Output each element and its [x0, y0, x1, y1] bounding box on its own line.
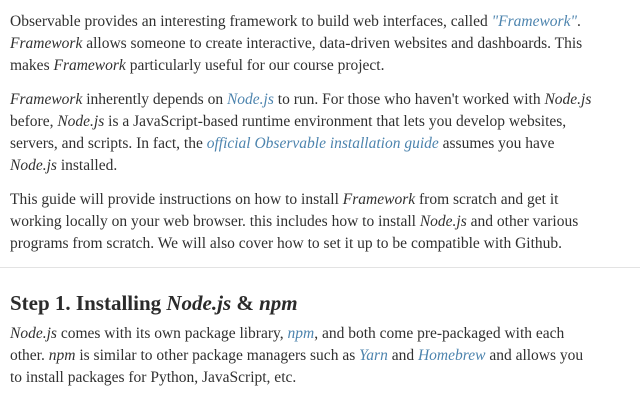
yarn-link[interactable]: Yarn	[359, 347, 388, 364]
emphasis-text: Framework	[10, 91, 83, 108]
emphasis-text: Node.js	[57, 113, 105, 130]
emphasis-text: Node.js	[544, 91, 592, 108]
step1-heading	[10, 289, 595, 317]
text-run: inherently depends on	[82, 91, 227, 108]
emphasis-text: Framework	[53, 57, 126, 74]
text-run: comes with its own package library,	[56, 325, 288, 342]
text-run: Step 1. Installing	[10, 291, 167, 315]
homebrew-link[interactable]: Homebrew	[417, 347, 486, 364]
text-run: , and both come pre-packaged with each other.	[10, 325, 565, 364]
text-run: This guide will provide instructions on how to install	[10, 191, 343, 208]
text-run: allows someone to create interactive, data-driven websites and dashboards. This makes	[10, 35, 583, 74]
text-run: is similar to other package managers such as	[75, 347, 360, 364]
intro-paragraph-1	[10, 11, 595, 77]
emphasis-text: Node.js	[166, 291, 232, 315]
section-divider	[0, 267, 640, 268]
emphasis-text: Framework	[342, 191, 416, 208]
text-run: to run. For those who haven't worked with	[273, 91, 545, 108]
step1-paragraph	[10, 323, 595, 389]
emphasis-text: Node.js	[10, 157, 57, 174]
emphasis-text: npm	[48, 347, 76, 364]
text-run: installed.	[56, 157, 118, 174]
emphasis-text: Node.js	[10, 325, 57, 342]
text-run: and other various programs from scratch. We will also cover how to set it up to be compatible with Github.	[10, 213, 579, 252]
text-run: and allows you to install packages for Python, JavaScript, etc.	[10, 347, 584, 386]
text-run: .	[576, 13, 581, 30]
text-run: and	[387, 347, 418, 364]
emphasis-text: Node.js	[419, 213, 467, 230]
text-run: from scratch and get it working locally on your web browser. this includes how to install	[10, 191, 559, 230]
text-run: particularly useful for our course project.	[125, 57, 385, 74]
observable-installation-guide-link[interactable]: official Observable installation guide	[206, 135, 439, 152]
intro-paragraph-3	[10, 189, 595, 255]
emphasis-text: Framework	[10, 35, 83, 52]
text-run: assumes you have	[438, 135, 555, 152]
nodejs-link[interactable]: Node.js	[226, 91, 274, 108]
npm-link[interactable]: npm	[287, 325, 315, 342]
text-run: is a JavaScript-based runtime environment that lets you develop websites, servers, and scripts. In fact, the	[10, 113, 567, 152]
emphasis-text: npm	[259, 291, 298, 315]
text-run: &	[231, 291, 260, 315]
text-run: before,	[10, 113, 58, 130]
intro-paragraph-2	[10, 89, 595, 177]
framework-link[interactable]: "Framework"	[491, 13, 577, 30]
text-run: Observable provides an interesting framework to build web interfaces, called	[10, 13, 492, 30]
